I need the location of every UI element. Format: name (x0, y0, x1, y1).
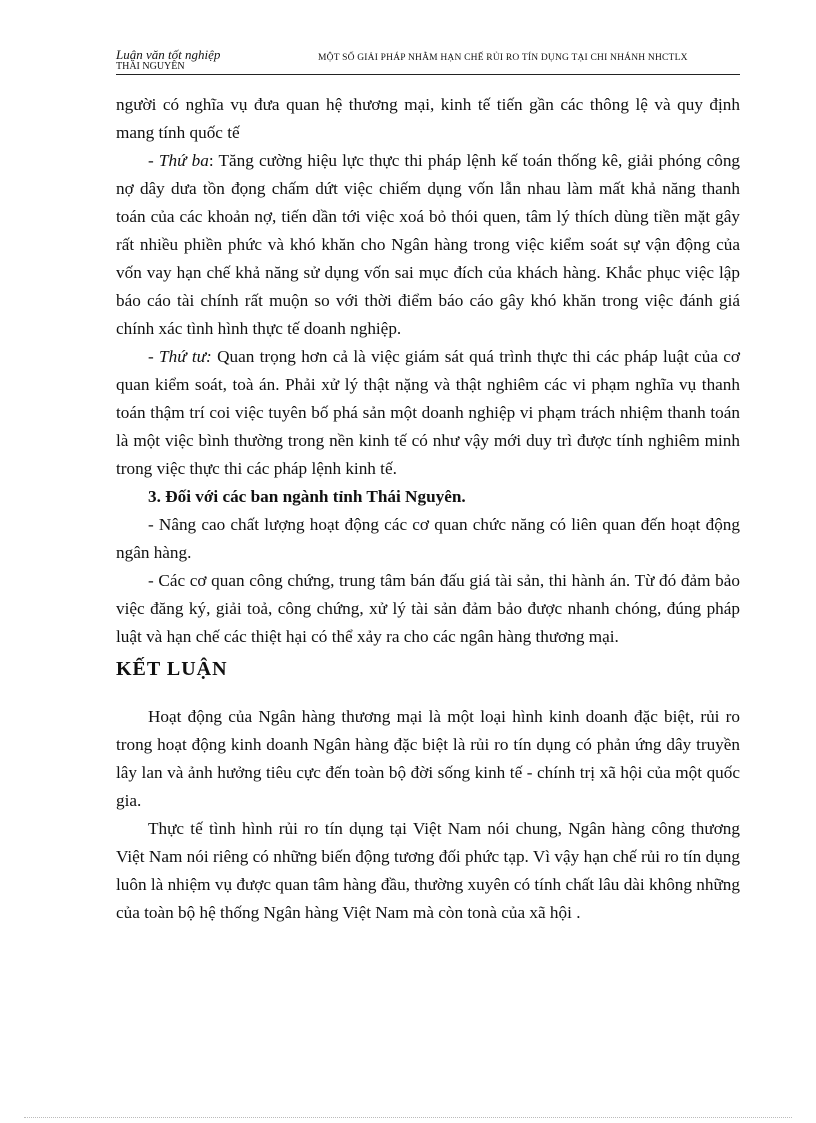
text-thu-tu: Quan trọng hơn cả là việc giám sát quá trình thực thi các pháp luật của cơ quan kiểm soát, toà án. Phải xử lý thật nặng và thật nghiêm các vi phạm nghĩa vụ thanh toán thậm trí coi việc tuyên bố phá sản một doanh nghiệp vi phạm trách nhiệm thanh toán là một việc bình thường trong nền kinh tế có như vậy mới duy trì được tính nghiêm minh trong việc thực thi các pháp lệnh kinh tế. (116, 347, 740, 478)
conclusion-paragraph-2: Thực tế tình hình rủi ro tín dụng tại Việt Nam nói chung, Ngân hàng công thương Việt Nam nói riêng có những biến động tương đối phức tạp. Vì vậy hạn chế rủi ro tín dụng luôn là nhiệm vụ được quan tâm hàng đầu, thường xuyên có tính chất lâu dài không những của toàn bộ hệ thống Ngân hàng Việt Nam mà còn tonà của xã hội . (116, 819, 740, 922)
header-left (116, 48, 220, 72)
conclusion-title: KẾT LUẬN (116, 658, 228, 680)
document-body (116, 91, 740, 927)
paragraph-thu-tu (116, 343, 740, 483)
label-thu-ba: Thứ ba (158, 151, 209, 170)
section-heading-3: 3. Đối với các ban ngành tỉnh Thái Nguyên. (148, 487, 466, 506)
header-thesis-label: Luận văn tốt nghiệp (116, 47, 221, 62)
page-bottom-border (24, 1117, 792, 1118)
page-header (116, 48, 740, 75)
text-thu-ba: : Tăng cường hiệu lực thực thi pháp lệnh kế toán thống kê, giải phóng công nợ dây dưa tồn đọng chấm dứt việc chiếm dụng vốn lẫn nhau làm mất khả năng thanh toán của các khoản nợ, tiến dần tới việc xoá bỏ thói quen, tâm lý thích dùng tiền mặt gây rất nhiều phiền phức và khó khăn cho Ngân hàng trong việc kiểm soát sự vận động của vốn vay hạn chế khả năng sử dụng vốn sai mục đích của khách hàng. Khắc phục việc lập báo cáo tài chính rất muộn so với thời điểm báo cáo gây khó khăn trong việc đánh giá chính xác tình hình thực tế doanh nghiệp. (116, 151, 741, 338)
header-document-title: MỘT SỐ GIẢI PHÁP NHẰM HẠN CHẾ RỦI RO TÍN DỤNG TẠI CHI NHÁNH NHCTLX (318, 53, 688, 63)
bullet-dash: - (148, 347, 160, 366)
label-thu-tu: Thứ tư: (159, 347, 212, 366)
paragraph-thu-ba (116, 147, 740, 343)
conclusion-paragraph-1: Hoạt động của Ngân hàng thương mại là một loại hình kinh doanh đặc biệt, rủi ro trong hoạt động kinh doanh Ngân hàng đặc biệt là rủi ro tín dụng có phản ứng dây truyền lây lan và ảnh hưởng tiêu cực đến toàn bộ đời sống kinh tế - chính trị xã hội của một quốc gia. (116, 707, 740, 810)
paragraph-bullet-1: - Nâng cao chất lượng hoạt động các cơ quan chức năng có liên quan đến hoạt động ngân hàng. (116, 515, 740, 562)
paragraph-continuation: người có nghĩa vụ đưa quan hệ thương mại, kinh tế tiến gần các thông lệ và quy định mang tính quốc tế (116, 95, 740, 142)
bullet-dash: - (148, 151, 159, 170)
paragraph-bullet-2: - Các cơ quan công chứng, trung tâm bán đấu giá tài sản, thi hành án. Từ đó đảm bảo việc đăng ký, giải toả, công chứng, xử lý tài sản đảm bảo được nhanh chóng, đúng pháp luật và hạn chế các thiệt hại có thể xảy ra cho các ngân hàng thương mại. (116, 571, 740, 646)
header-location: THÁI NGUYÊN (116, 61, 185, 72)
